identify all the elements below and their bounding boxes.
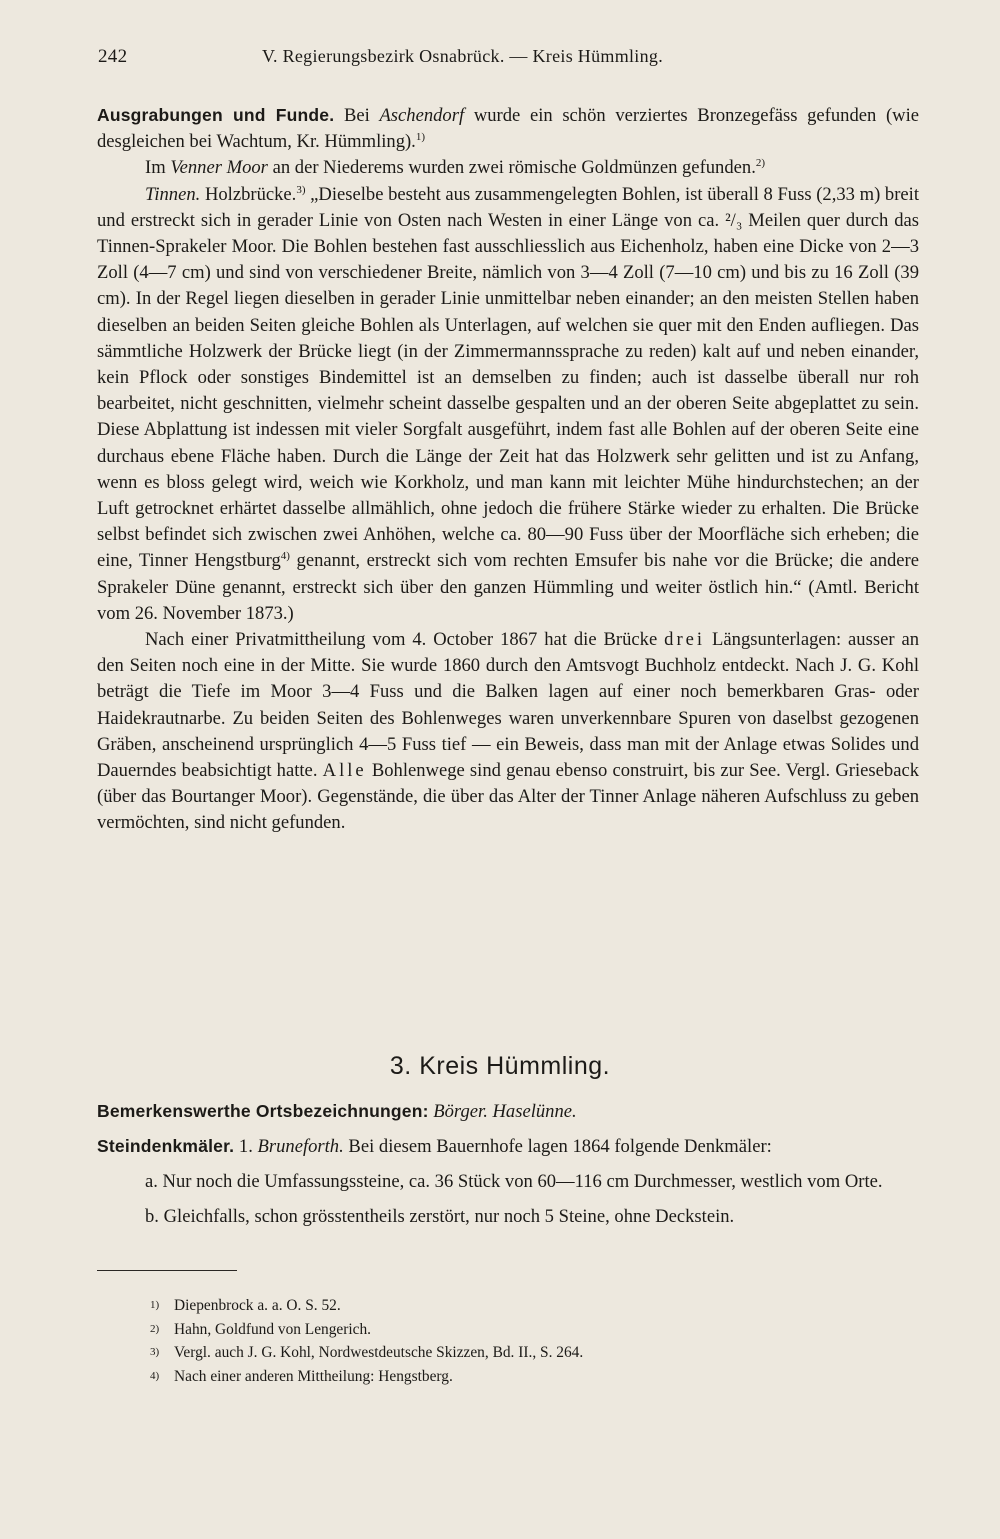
text-run: Im [145, 157, 166, 179]
place-name: Bruneforth. [257, 1136, 344, 1157]
page-number: 242 [98, 46, 128, 67]
section-heading-finds: Ausgrabungen und Funde. [97, 105, 335, 125]
footnote [150, 1294, 850, 1318]
paragraph-finds [97, 102, 919, 155]
footnote-text: Vergl. auch J. G. Kohl, Nordwestdeutsche Skizzen, Bd. II., S. 264. [174, 1344, 584, 1361]
list-item-b: b. Gleichfalls, schon grösstentheils zerstört, nur noch 5 Steine, ohne Deckstein. [145, 1206, 735, 1227]
text-run: wurde ein schön verziertes Bronzegefäss gefunden (wie desgleichen bei Wachtum, Kr. Hümmling). [97, 105, 919, 153]
footnote-mark: 2) [150, 1322, 160, 1335]
emphasis-spaced: Alle [322, 760, 367, 782]
footnotes [150, 1294, 850, 1388]
text-run: genannt, erstreckt sich vom rechten Emsufer bis nahe vor die Brücke; die andere Sprakeler Düne genannt, erstreckt sich über den ganzen Hümmling und weiter östlich hin.“ (Amtl. Bericht vom 26. November 1873.) [97, 550, 919, 624]
footnote-ref: 4) [280, 550, 290, 563]
footnote [150, 1365, 850, 1389]
text-run: Längsunterlagen: ausser an den Seiten noch eine in der Mitte. Sie wurde 1860 durch den Amtsvogt Buchholz entdeckt. Nach J. G. Kohl beträgt die Tiefe im Moor 3—4 Fuss und die Balken lagen auf einer noch bemerkbaren Gras- oder Haidekrautnarbe. Zu beiden Seiten des Bohlenweges waren unverkennbare Spuren von daselbst gezogenen Gräben, anscheinend ursprünglich 4—5 Fuss tief — ein Beweis, dass man mit der Anlage etwas Solides und Dauerndes beabsichtigt hatte. [97, 629, 920, 782]
running-header [98, 46, 918, 72]
emphasis-spaced: drei [664, 629, 706, 651]
text-run: 1. [238, 1136, 253, 1157]
footnote-divider [97, 1270, 237, 1271]
place-name: Venner Moor [170, 157, 268, 179]
paragraph-place-names [97, 1098, 919, 1125]
subheading-stone-monuments: Steindenkmäler. [97, 1136, 235, 1156]
footnote [150, 1341, 850, 1365]
section-huemmling-text [97, 1098, 919, 1238]
footnote-ref: 1) [415, 131, 426, 144]
section-title-kreis-huemmling: 3. Kreis Hümmling. [389, 1052, 611, 1080]
text-run: Holzbrücke. [204, 183, 297, 205]
text-run: an der Niederems wurden zwei römische Goldmünzen gefunden. [272, 157, 756, 179]
text-run: Bei [343, 105, 370, 126]
paragraph-stone-monuments [97, 1133, 919, 1160]
footnote-mark: 3) [150, 1346, 160, 1358]
subheading-place-names: Bemerkenswerthe Ortsbezeichnungen: [97, 1101, 429, 1121]
main-text [97, 102, 919, 837]
text-run: „Dieselbe besteht aus zusammengelegten Bohlen, ist überall 8 Fuss (2,33 m) breit und erstreckt sich in gerader Linie von Osten nach Westen in einer Länge von ca. ²/₃ Meilen quer durch das Tinnen-Sprakeler Moor. Die Bohlen bestehen fast ausschliesslich aus Eichenholz, haben eine Dicke von 2—3 Zoll (4—7 cm) und sind von verschiedener Breite, nämlich von 3—4 Zoll (7—10 cm) und bis zu 16 Zoll (39 cm). In der Regel liegen dieselben in gerader Linie unmittelbar neben einander; an den meisten Stellen haben dieselben an beiden Seiten gleiche Bohlen als Unterlagen, auf welchen sie quer mit den Enden aufliegen. Das sämmtliche Holzwerk der Brücke liegt (in der Zimmermannssprache zu reden) kalt auf und neben einander, kein Pflock oder sonstiges Bindemittel ist an demselben zu finden; auch ist dasselbe überall nur roh bearbeitet, nicht geschnitten, vielmehr scheint dasselbe gespalten und an der oberen Seite abgeplattet zu sein. Diese Abplattung ist indessen mit vieler Sorgfalt ausgeführt, indem fast alle Bohlen auf der oberen Seite eine durchaus ebene Fläche haben. Durch die Länge der Zeit hat das Holzwerk sehr gelitten und ist zu Anfang, wenn es bloss gelegt wird, weich wie Korkholz, und man kann mit leichter Mühe hindurchstechen; an der Luft getrocknet erhärtet dasselbe allmählich, ohne jedoch die frühere Stärke wieder zu erhalten. Die Brücke selbst befindet sich zwischen zwei Anhöhen, welche ca. 80—90 Fuss über der Moorfläche sich erheben; die eine, Tinner Hengstburg [97, 183, 919, 572]
paragraph-tinnen [97, 182, 919, 627]
paragraph-venner-moor [97, 155, 919, 181]
text-run: Nach einer Privatmittheilung vom 4. October 1867 hat die Brücke [145, 629, 658, 651]
list-item-a: a. Nur noch die Umfassungssteine, ca. 36 Stück von 60—116 cm Durchmesser, westlich vom Orte. [145, 1171, 883, 1192]
place-name: Aschendorf [379, 105, 465, 126]
footnote-mark: 4) [150, 1369, 160, 1382]
place-name: Tinnen. [145, 183, 201, 205]
running-title: V. Regierungsbezirk Osnabrück. — Kreis Hümmling. [262, 46, 664, 66]
place-names-list: Börger. Haselünne. [433, 1101, 577, 1122]
footnote-text: Hahn, Goldfund von Lengerich. [174, 1320, 372, 1338]
paragraph-private-communication [97, 627, 919, 837]
footnote-ref: 2) [755, 157, 766, 170]
footnote-text: Diepenbrock a. a. O. S. 52. [174, 1297, 341, 1314]
footnote-mark: 1) [150, 1299, 160, 1311]
text-run: Bohlenwege sind genau ebenso construirt, bis zur See. Vergl. Grieseback (über das Bourtanger Moor). Gegenstände, die über das Alter der Tinner Anlage näheren Aufschluss zu geben vermöchten, sind nicht gefunden. [97, 760, 919, 834]
footnote [150, 1318, 850, 1342]
footnote-ref: 3) [296, 183, 306, 196]
text-run: Bei diesem Bauernhofe lagen 1864 folgende Denkmäler: [348, 1136, 772, 1157]
footnote-text: Nach einer anderen Mittheilung: Hengstberg. [174, 1367, 453, 1385]
